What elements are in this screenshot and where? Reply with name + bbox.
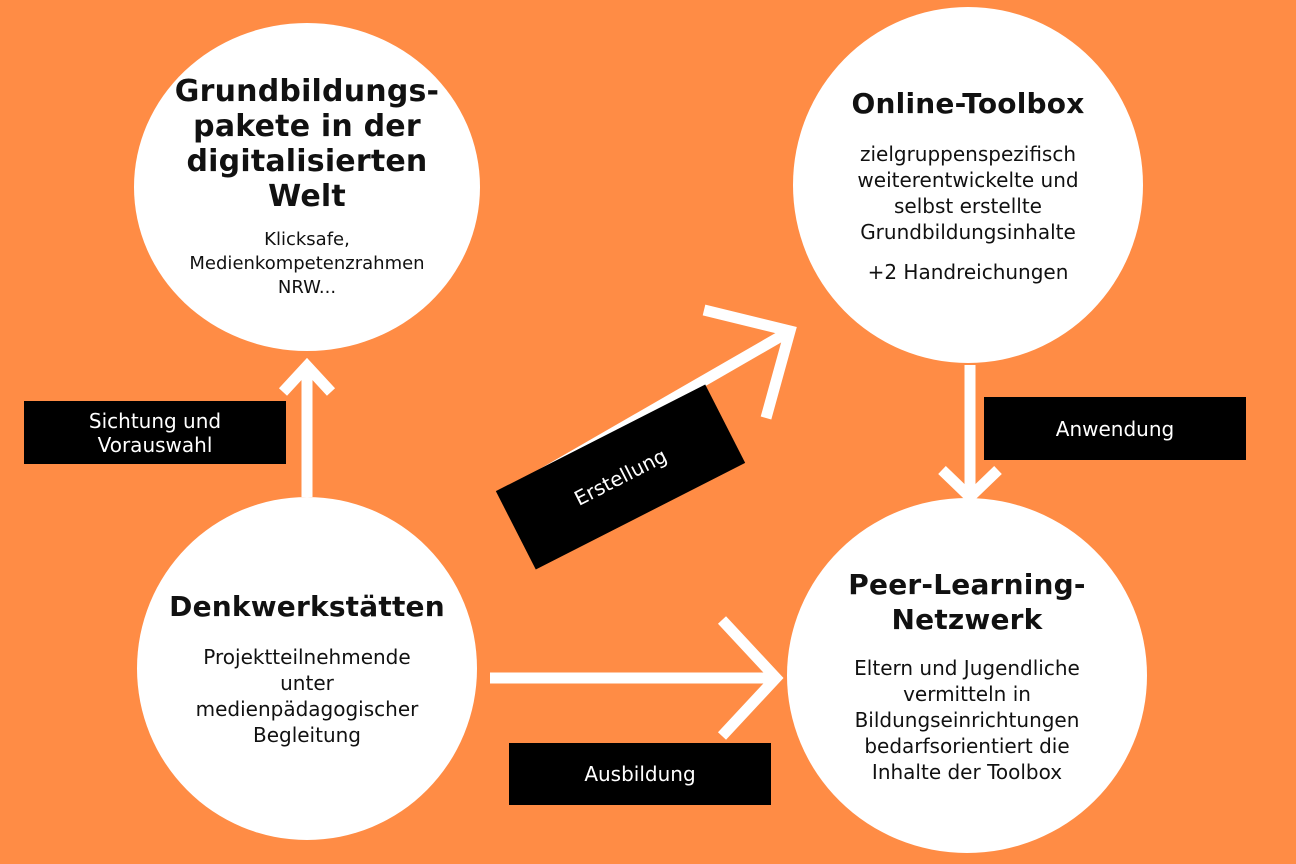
node-peer-learning-netzwerk [787,498,1147,853]
arrow-sichtung [283,366,331,497]
arrow-ausbildung [490,620,776,736]
label-erstellung: Erstellung [496,384,745,569]
node-grundbildungspakete [134,23,480,351]
node-online-toolbox [793,7,1143,363]
label-ausbildung: Ausbildung [509,743,771,805]
node-grundbildungspakete-body: Klicksafe, Medienkompetenzrahmen NRW... [189,229,425,298]
node-online-toolbox-body: zielgruppenspezifisch weiterentwickelte und selbst erstellte Grundbildungsinhalte [857,141,1079,244]
node-peer-learning-netzwerk-body: Eltern und Jugendliche vermitteln in Bildungseinrichtungen bedarfsorientiert die Inhalte der Toolbox [854,655,1080,784]
label-sichtung-und-vorauswahl: Sichtung und Vorauswahl [24,401,286,464]
node-denkwerkstaetten [137,497,477,840]
node-peer-learning-netzwerk-title: Peer-Learning- Netzwerk [848,567,1086,636]
node-denkwerkstaetten-title: Denkwerkstätten [169,590,445,623]
label-anwendung: Anwendung [984,397,1246,460]
node-online-toolbox-title: Online-Toolbox [851,86,1085,120]
node-denkwerkstaetten-body: Projektteilnehmende unter medienpädagogischer Begleitung [195,645,419,747]
node-grundbildungspakete-title: Grundbildungs- pakete in der digitalisierten Welt [174,74,440,214]
node-online-toolbox-extra: +2 Handreichungen [867,259,1069,284]
